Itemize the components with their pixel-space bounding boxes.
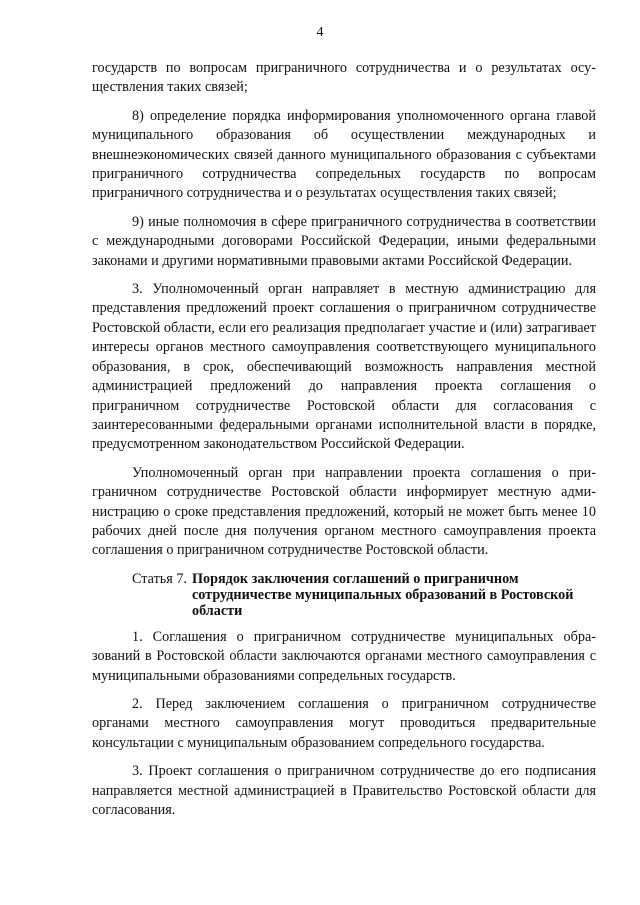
paragraph-notification: Уполномоченный орган при направлении проекта соглашения о приграничном сотрудничестве Ростовской области информирует местную администрацию о сроке представления предложений, который не может быть менее 10 рабочих дней после дня получения органом местного самоуправления проекта соглашения о приграничном сотрудничестве Ростовской области. bbox=[92, 464, 596, 559]
paragraph-article-7-item-3: 3. Проект соглашения о приграничном сотрудничестве до его подписания направляется местной администрацией в Правительство Ростовской области для согласования. bbox=[92, 763, 596, 818]
page-number: 4 bbox=[316, 25, 324, 40]
paragraph-item-8: 8) определение порядка информирования уполномоченного органа главой муниципального образования об осуществлении международных и внешнеэкономических связей данного муниципального образования с субъектами приграничного сотрудничества сопредельных государств по вопросам приграничного сотрудничества и о результатах осуществления таких связей; bbox=[92, 107, 596, 202]
document-body bbox=[92, 59, 596, 829]
article-heading bbox=[132, 570, 596, 619]
paragraph-article-7-item-1: 1. Соглашения о приграничном сотрудничестве муниципальных образований в Ростовской области заключаются органами местного самоуправления с муниципальными образованиями сопредельных государств. bbox=[92, 628, 596, 684]
article-label: Статья 7. bbox=[132, 570, 187, 587]
paragraph-continuation: государств по вопросам приграничного сотрудничества и о результатах осуществления таких связей; bbox=[92, 60, 596, 96]
paragraph-item-9: 9) иные полномочия в сфере приграничного сотрудничества в соответствии с международными договорами Российской Федерации, иными федеральными законами и другими нормативными правовыми актами Российской Федерации. bbox=[92, 213, 596, 269]
paragraph-section-3: 3. Уполномоченный орган направляет в местную администрацию для представления предложений проект соглашения о приграничном сотрудничестве Ростовской области, если его реализация предполагает участие и (или) затрагивает интересы органов местного самоуправления соответствующего муниципального образования, в срок, обеспечивающий возможность направления местной администрацией предложений до направления проекта соглашения о приграничном сотрудничестве Ростовской области для согласования с заинтересованными федеральными органами исполнительной власти в порядке, предусмотренном законодательством Российской Федерации. bbox=[92, 281, 596, 453]
paragraph-article-7-item-2: 2. Перед заключением соглашения о приграничном сотрудничестве органами местного самоуправления могут проводиться предварительные консультации с муниципальным образованием сопредельного государства. bbox=[92, 695, 596, 751]
article-title: Порядок заключения соглашений о приграничном сотрудничестве муниципальных образований в Ростовской области bbox=[191, 570, 574, 619]
